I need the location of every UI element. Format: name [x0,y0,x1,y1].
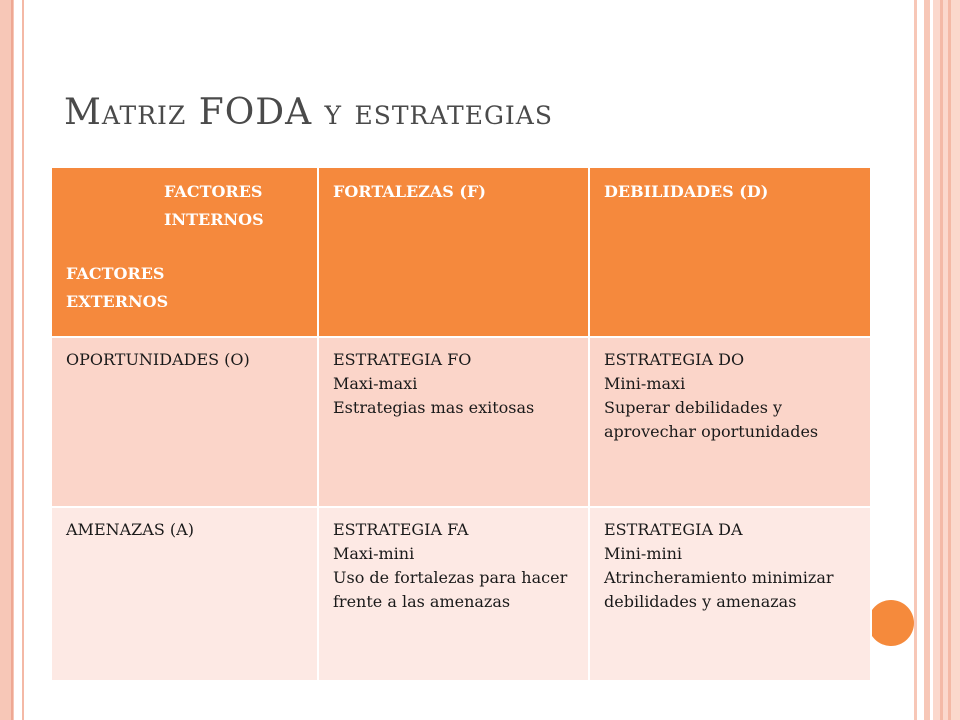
row-label-opportunities: OPORTUNIDADES (O) [51,337,318,507]
cell-strategy-do [589,337,871,507]
strategy-do-title: ESTRATEGIA DO [604,350,745,369]
cell-strategy-fo [318,337,589,507]
foda-matrix-table [50,166,872,682]
left-line-decoration [22,0,24,720]
corner-cell [51,167,318,337]
slide-title: Matriz FODA y estrategias [64,92,553,133]
strategy-do-description: Superar debilidades y aprovechar oportunidades [604,398,819,441]
strategy-fa-title: ESTRATEGIA FA [333,520,469,539]
strategy-fo-title: ESTRATEGIA FO [333,350,472,369]
external-factors-line2: EXTERNOS [66,292,169,311]
internal-factors-line1: FACTORES [164,182,263,201]
internal-factors-line2: INTERNOS [164,210,264,229]
row-label-threats: AMENAZAS (A) [51,507,318,681]
header-weaknesses: DEBILIDADES (D) [589,167,871,337]
strategy-da-description: Atrincheramiento minimizar debilidades y amenazas [604,568,834,611]
strategy-da-title: ESTRATEGIA DA [604,520,743,539]
strategy-do-type: Mini-maxi [604,374,686,393]
external-factors-line1: FACTORES [66,264,165,283]
header-strengths: FORTALEZAS (F) [318,167,589,337]
cell-strategy-fa [318,507,589,681]
strategy-fa-description: Uso de fortalezas para hacer frente a las amenazas [333,568,568,611]
left-border-decoration [0,0,14,720]
strategy-fa-type: Maxi-mini [333,544,415,563]
decorative-circle [868,600,914,646]
header-row [51,167,871,337]
table-row-threats [51,507,871,681]
strategy-da-type: Mini-mini [604,544,683,563]
strategy-fo-description: Estrategias mas exitosas [333,398,535,417]
strategy-fo-type: Maxi-maxi [333,374,418,393]
cell-strategy-da [589,507,871,681]
table-row-opportunities [51,337,871,507]
right-stripes-decoration [914,0,960,720]
